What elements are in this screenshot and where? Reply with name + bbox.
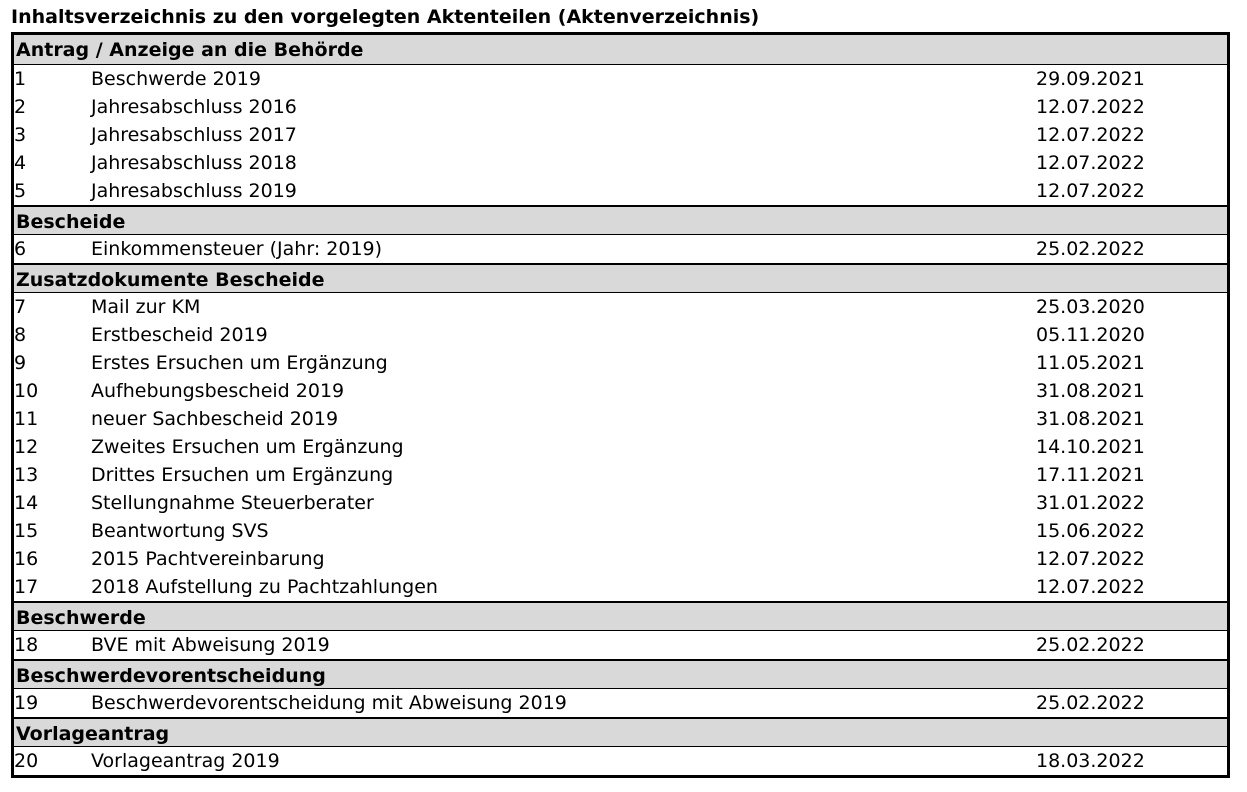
section-header: Bescheide bbox=[14, 205, 1227, 235]
toc-row bbox=[14, 93, 1227, 121]
row-date: 29.09.2021 bbox=[1036, 68, 1145, 90]
row-number: 6 bbox=[14, 238, 27, 260]
row-description: Jahresabschluss 2016 bbox=[91, 96, 297, 118]
row-number: 10 bbox=[14, 380, 39, 402]
row-date: 25.02.2022 bbox=[1036, 634, 1145, 656]
row-description: Beschwerde 2019 bbox=[91, 68, 261, 90]
row-description: 2018 Aufstellung zu Pachtzahlungen bbox=[91, 576, 438, 598]
row-date: 25.02.2022 bbox=[1036, 238, 1145, 260]
section-header: Beschwerde bbox=[14, 601, 1227, 631]
row-number: 9 bbox=[14, 352, 27, 374]
row-number: 4 bbox=[14, 152, 27, 174]
row-description: Jahresabschluss 2017 bbox=[91, 124, 297, 146]
row-number: 19 bbox=[14, 692, 39, 714]
toc-section bbox=[14, 35, 1227, 205]
toc-row bbox=[14, 689, 1227, 717]
toc-row bbox=[14, 747, 1227, 775]
row-date: 15.06.2022 bbox=[1036, 520, 1145, 542]
row-number: 14 bbox=[14, 492, 39, 514]
toc-row bbox=[14, 293, 1227, 321]
section-header: Vorlageantrag bbox=[14, 717, 1227, 747]
row-description: Jahresabschluss 2018 bbox=[91, 152, 297, 174]
row-number: 17 bbox=[14, 576, 39, 598]
row-number: 11 bbox=[14, 408, 39, 430]
toc-row bbox=[14, 405, 1227, 433]
toc-row bbox=[14, 489, 1227, 517]
row-description: 2015 Pachtvereinbarung bbox=[91, 548, 325, 570]
row-date: 12.07.2022 bbox=[1036, 548, 1145, 570]
row-date: 12.07.2022 bbox=[1036, 96, 1145, 118]
toc-section bbox=[14, 205, 1227, 263]
section-header: Beschwerdevorentscheidung bbox=[14, 659, 1227, 689]
row-description: Beantwortung SVS bbox=[91, 520, 269, 542]
row-number: 15 bbox=[14, 520, 39, 542]
row-description: BVE mit Abweisung 2019 bbox=[91, 634, 330, 656]
row-number: 1 bbox=[14, 68, 27, 90]
row-date: 12.07.2022 bbox=[1036, 576, 1145, 598]
row-description: Mail zur KM bbox=[91, 296, 201, 318]
row-description: Einkommensteuer (Jahr: 2019) bbox=[91, 238, 383, 260]
row-description: Vorlageantrag 2019 bbox=[91, 750, 280, 772]
row-description: Zweites Ersuchen um Ergänzung bbox=[91, 436, 404, 458]
toc-section bbox=[14, 659, 1227, 717]
row-number: 13 bbox=[14, 464, 39, 486]
row-number: 5 bbox=[14, 180, 27, 202]
row-number: 8 bbox=[14, 324, 27, 346]
row-description: Aufhebungsbescheid 2019 bbox=[91, 380, 345, 402]
row-number: 7 bbox=[14, 296, 27, 318]
table-of-contents bbox=[11, 32, 1230, 778]
row-date: 12.07.2022 bbox=[1036, 152, 1145, 174]
row-date: 31.01.2022 bbox=[1036, 492, 1145, 514]
row-number: 20 bbox=[14, 750, 39, 772]
toc-row bbox=[14, 349, 1227, 377]
row-number: 12 bbox=[14, 436, 39, 458]
toc-row bbox=[14, 65, 1227, 93]
toc-row bbox=[14, 177, 1227, 205]
toc-row bbox=[14, 321, 1227, 349]
row-date: 31.08.2021 bbox=[1036, 408, 1145, 430]
row-description: Erstes Ersuchen um Ergänzung bbox=[91, 352, 388, 374]
row-description: neuer Sachbescheid 2019 bbox=[91, 408, 339, 430]
row-number: 18 bbox=[14, 634, 39, 656]
toc-row bbox=[14, 461, 1227, 489]
toc-row bbox=[14, 433, 1227, 461]
row-number: 2 bbox=[14, 96, 27, 118]
row-description: Jahresabschluss 2019 bbox=[91, 180, 297, 202]
row-number: 3 bbox=[14, 124, 27, 146]
row-date: 18.03.2022 bbox=[1036, 750, 1145, 772]
toc-row bbox=[14, 121, 1227, 149]
row-date: 11.05.2021 bbox=[1036, 352, 1145, 374]
toc-row bbox=[14, 545, 1227, 573]
row-date: 17.11.2021 bbox=[1036, 464, 1145, 486]
toc-row bbox=[14, 631, 1227, 659]
toc-section bbox=[14, 717, 1227, 775]
toc-row bbox=[14, 235, 1227, 263]
toc-row bbox=[14, 149, 1227, 177]
toc-section bbox=[14, 263, 1227, 601]
row-description: Erstbescheid 2019 bbox=[91, 324, 268, 346]
toc-section bbox=[14, 601, 1227, 659]
row-date: 12.07.2022 bbox=[1036, 124, 1145, 146]
section-header: Zusatzdokumente Bescheide bbox=[14, 263, 1227, 293]
row-date: 05.11.2020 bbox=[1036, 324, 1145, 346]
row-description: Beschwerdevorentscheidung mit Abweisung 2019 bbox=[91, 692, 567, 714]
row-description: Stellungnahme Steuerberater bbox=[91, 492, 374, 514]
section-header: Antrag / Anzeige an die Behörde bbox=[14, 35, 1227, 65]
row-date: 12.07.2022 bbox=[1036, 180, 1145, 202]
row-date: 31.08.2021 bbox=[1036, 380, 1145, 402]
toc-row bbox=[14, 573, 1227, 601]
row-date: 25.02.2022 bbox=[1036, 692, 1145, 714]
toc-row bbox=[14, 517, 1227, 545]
row-number: 16 bbox=[14, 548, 39, 570]
row-date: 14.10.2021 bbox=[1036, 436, 1145, 458]
toc-row bbox=[14, 377, 1227, 405]
document-title: Inhaltsverzeichnis zu den vorgelegten Aktenteilen (Aktenverzeichnis) bbox=[11, 6, 760, 28]
row-description: Drittes Ersuchen um Ergänzung bbox=[91, 464, 394, 486]
row-date: 25.03.2020 bbox=[1036, 296, 1145, 318]
